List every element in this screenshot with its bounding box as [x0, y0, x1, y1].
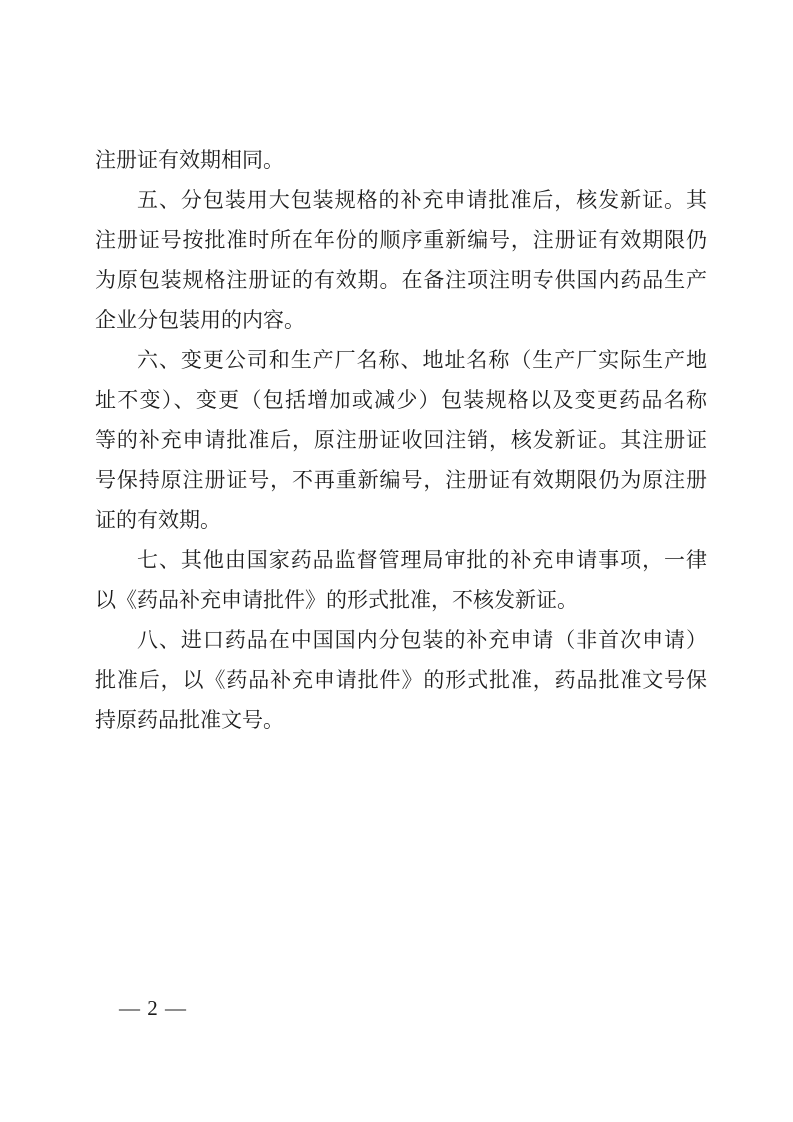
text-line: 企业分包装用的内容。: [95, 308, 305, 332]
text-line: 六、变更公司和生产厂名称、地址名称（生产厂实际生产地: [137, 348, 707, 372]
text-line: 注册证号按批准时所在年份的顺序重新编号，注册证有效期限仍: [95, 228, 707, 252]
text-line: 以《药品补充申请批件》的形式批准，不核发新证。: [95, 588, 578, 612]
text-line: 注册证有效期相同。: [95, 148, 284, 172]
page-number: — 2 —: [119, 996, 187, 1020]
text-line: 址不变）、变更（包括增加或减少）包装规格以及变更药品名称: [95, 388, 707, 412]
text-line: 为原包装规格注册证的有效期。在备注项注明专供国内药品生产: [95, 268, 707, 292]
text-line: 证的有效期。: [95, 508, 221, 532]
text-line: 持原药品批准文号。: [95, 708, 284, 732]
text-line: 八、进口药品在中国国内分包装的补充申请（非首次申请）: [137, 628, 707, 652]
text-line: 号保持原注册证号，不再重新编号，注册证有效期限仍为原注册: [95, 468, 707, 492]
text-line: 五、分包装用大包装规格的补充申请批准后，核发新证。其: [137, 188, 707, 212]
document-body: [95, 140, 707, 740]
text-line: 等的补充申请批准后，原注册证收回注销，核发新证。其注册证: [95, 428, 707, 452]
text-line: 批准后，以《药品补充申请批件》的形式批准，药品批准文号保: [95, 668, 707, 692]
text-line: 七、其他由国家药品监督管理局审批的补充申请事项，一律: [137, 548, 707, 572]
